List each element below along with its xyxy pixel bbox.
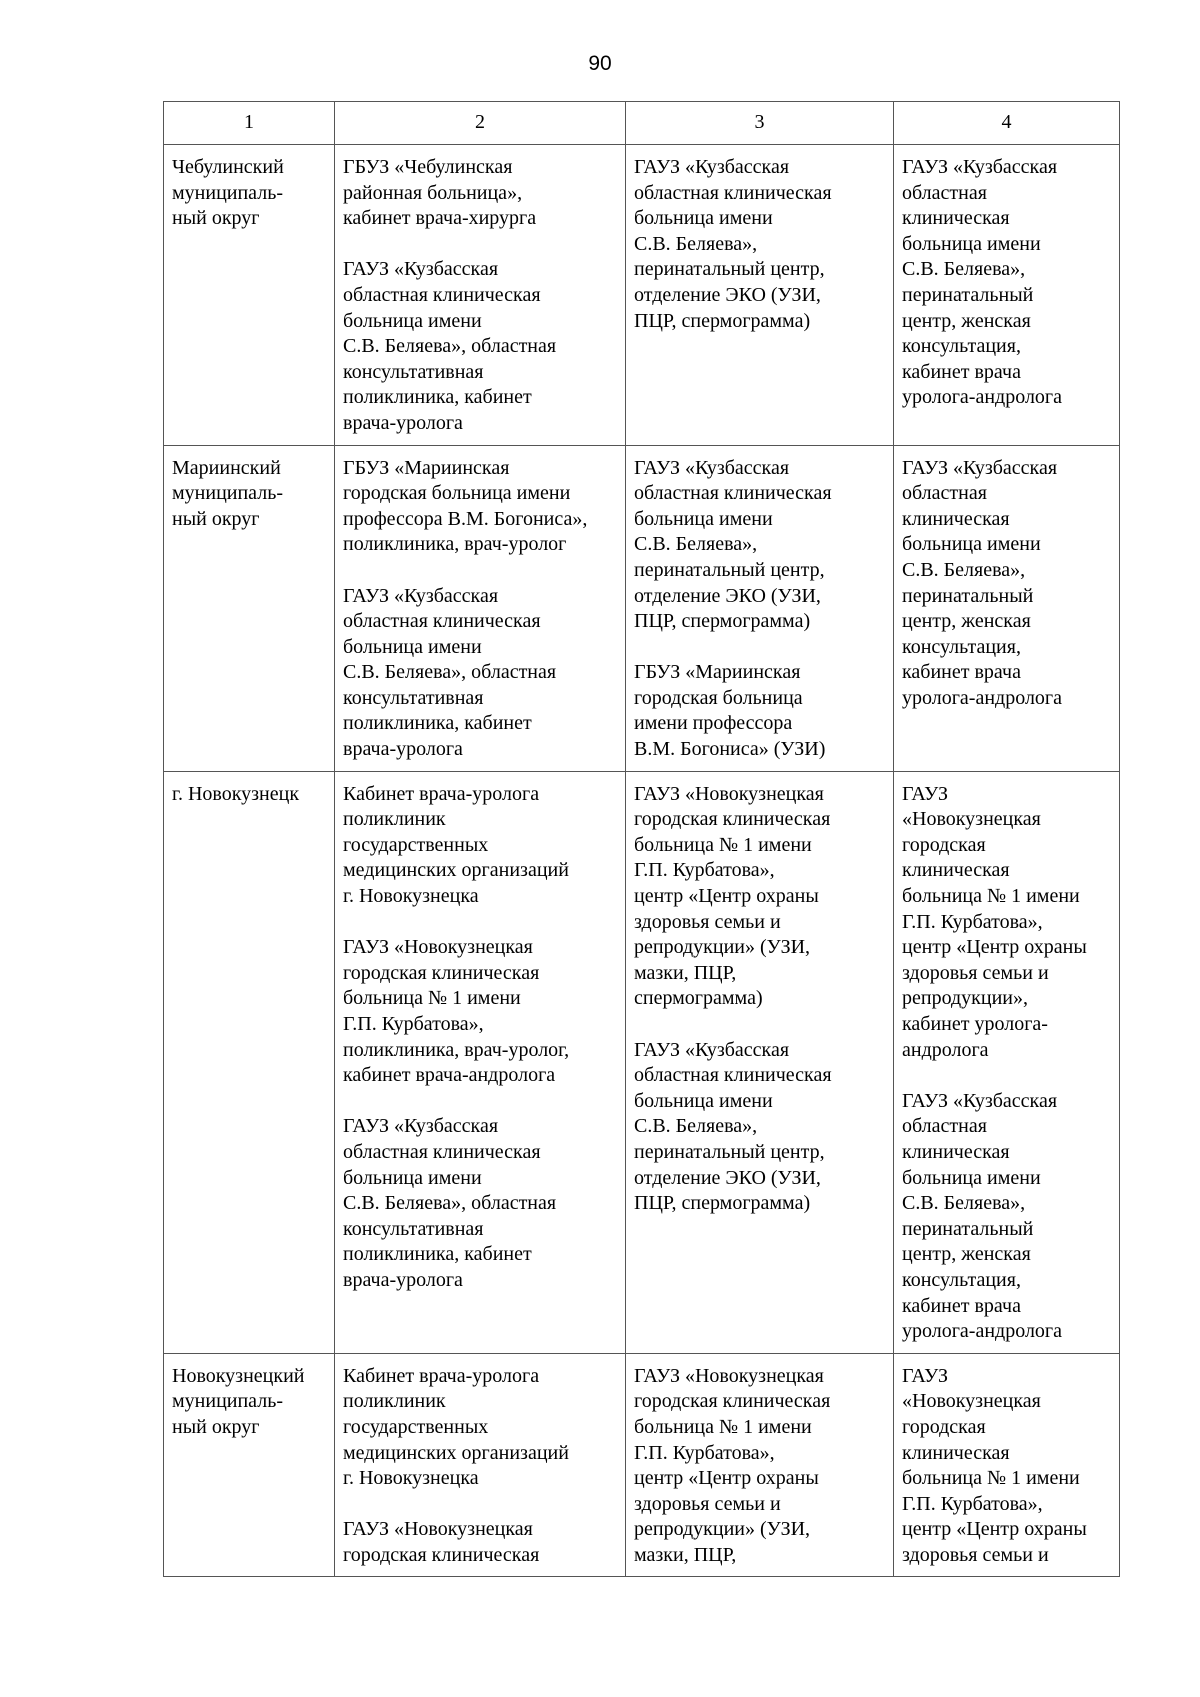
cell-paragraph: ГАУЗ «Новокузнецкая городская клиническая больница № 1 имени Г.П. Курбатова», центр «Центр охраны здоровья семьи и репродукции», кабинет уролога- андролога [902, 782, 1087, 1061]
cell-paragraph: ГАУЗ «Новокузнецкая городская клиническая больница № 1 имени Г.П. Курбатова», центр «Центр охраны здоровья семьи и репродукции» (УЗИ, мазки, ПЦР, [634, 1364, 831, 1566]
cell-col2 [335, 145, 626, 446]
cell-col2 [335, 445, 626, 771]
column-header: 2 [335, 102, 626, 145]
cell-col3 [626, 771, 894, 1353]
cell-paragraph: ГАУЗ «Новокузнецкая городская клиническая больница № 1 имени Г.П. Курбатова», центр «Центр охраны здоровья семьи и репродукции» (УЗИ, мазки, ПЦР, спермограмма) [634, 782, 831, 1010]
column-header: 1 [164, 102, 335, 145]
cell-paragraph: ГАУЗ «Новокузнецкая городская клиническая [343, 1518, 540, 1566]
region-name: Новокузнецкий муниципаль- ный округ [172, 1364, 305, 1438]
cell-paragraph: ГАУЗ «Кузбасская областная клиническая больница имени С.В. Беляева», перинатальный центр, отделение ЭКО (УЗИ, ПЦР, спермограмма) [634, 156, 832, 332]
cell-col4 [894, 771, 1120, 1353]
cell-paragraph: ГАУЗ «Кузбасская областная клиническая больница имени С.В. Беляева», перинатальный центр, отделение ЭКО (УЗИ, ПЦР, спермограмма) [634, 456, 832, 633]
cell-paragraph: ГАУЗ «Кузбасская областная клиническая больница имени С.В. Беляева», перинатальный центр, женская консультация, кабинет врача уролога-андролога [902, 456, 1063, 709]
cell-col4 [894, 145, 1120, 446]
region-name: Чебулинский муниципаль- ный округ [172, 156, 284, 230]
cell-paragraph: Кабинет врача-уролога поликлиник государственных медицинских организаций г. Новокузнецка [343, 1364, 569, 1490]
cell-paragraph: ГАУЗ «Кузбасская областная клиническая больница имени С.В. Беляева», перинатальный центр, женская консультация, кабинет врача уролога-андролога [902, 1089, 1063, 1343]
table-row [164, 1353, 1120, 1577]
region-cell [164, 445, 335, 771]
cell-paragraph: ГАУЗ «Кузбасская областная клиническая больница имени С.В. Беляева», областная консультативная поликлиника, кабинет врача-уролога [343, 1115, 557, 1291]
cell-paragraph: ГАУЗ «Новокузнецкая городская клиническая больница № 1 имени Г.П. Курбатова», центр «Центр охраны здоровья семьи и [902, 1364, 1087, 1566]
cell-paragraph: ГАУЗ «Кузбасская областная клиническая больница имени С.В. Беляева», областная консультативная поликлиника, кабинет врача-уролога [343, 258, 557, 434]
cell-paragraph: ГАУЗ «Кузбасская областная клиническая больница имени С.В. Беляева», перинатальный центр, отделение ЭКО (УЗИ, ПЦР, спермограмма) [634, 1038, 832, 1215]
region-cell [164, 1353, 335, 1577]
column-header: 3 [626, 102, 894, 145]
cell-paragraph: ГАУЗ «Кузбасская областная клиническая больница имени С.В. Беляева», перинатальный центр, женская консультация, кабинет врача уролога-андролога [902, 156, 1063, 409]
region-cell [164, 145, 335, 446]
region-cell [164, 771, 335, 1353]
page-number: 90 [588, 52, 612, 75]
cell-col3 [626, 1353, 894, 1577]
cell-col2 [335, 1353, 626, 1577]
cell-paragraph: ГБУЗ «Мариинская городская больница имени профессора В.М. Богониса» (УЗИ) [634, 661, 826, 761]
cell-paragraph: ГАУЗ «Кузбасская областная клиническая больница имени С.В. Беляева», областная консультативная поликлиника, кабинет врача-уролога [343, 584, 557, 761]
cell-col3 [626, 445, 894, 771]
cell-paragraph: ГБУЗ «Мариинская городская больница имени профессора В.М. Богониса», поликлиника, врач-уролог [343, 456, 588, 556]
table-row [164, 145, 1120, 446]
column-header: 4 [894, 102, 1120, 145]
cell-paragraph: ГБУЗ «Чебулинская районная больница», кабинет врача-хирурга [343, 156, 537, 230]
table-row [164, 445, 1120, 771]
header-row [164, 102, 1120, 145]
facilities-table [163, 101, 1120, 1577]
cell-paragraph: Кабинет врача-уролога поликлиник государственных медицинских организаций г. Новокузнецка [343, 782, 569, 908]
cell-col4 [894, 445, 1120, 771]
region-name: г. Новокузнецк [172, 782, 300, 805]
cell-col4 [894, 1353, 1120, 1577]
table-row [164, 771, 1120, 1353]
cell-col2 [335, 771, 626, 1353]
region-name: Мариинский муниципаль- ный округ [172, 456, 283, 530]
cell-paragraph: ГАУЗ «Новокузнецкая городская клиническая больница № 1 имени Г.П. Курбатова», поликлиника, врач-уролог, кабинет врача-андролога [343, 936, 570, 1087]
cell-col3 [626, 145, 894, 446]
